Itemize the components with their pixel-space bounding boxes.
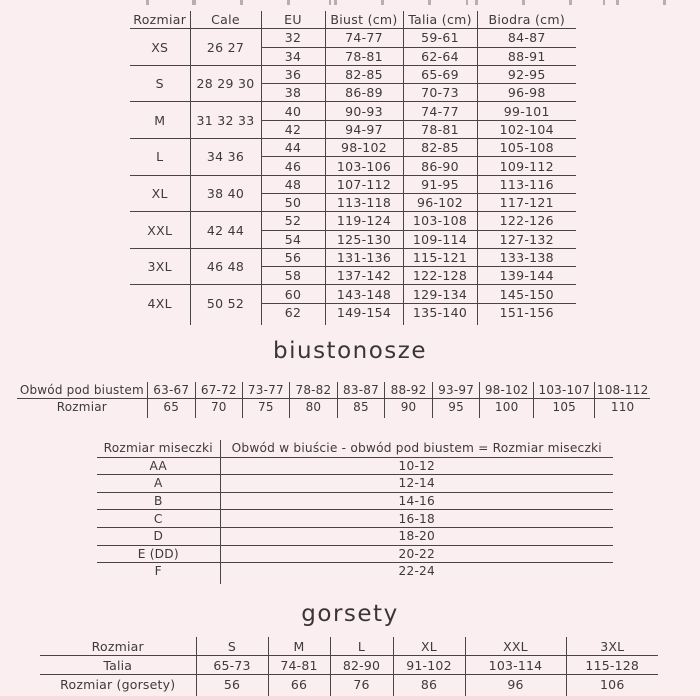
- corset-waist-row: [40, 656, 658, 675]
- divider-tail-row: [130, 321, 576, 325]
- biust-cell: 74-77: [325, 29, 403, 47]
- cup-letter-cell: B: [97, 492, 220, 510]
- biust-cell: 137-142: [325, 267, 403, 285]
- size-table-header-row: [130, 11, 576, 29]
- eu-cell: 56: [261, 248, 325, 266]
- eu-cell: 40: [261, 102, 325, 120]
- divider-tail: [337, 415, 384, 418]
- corset-size-number-label-cell: Rozmiar (gorsety): [40, 675, 196, 694]
- cale-cell: 42 44: [190, 212, 261, 249]
- rozmiar-cell: S: [130, 65, 190, 102]
- corsets-table: [40, 637, 658, 696]
- divider-tail: [97, 580, 220, 584]
- eu-cell: 46: [261, 157, 325, 175]
- corset-waist-cell: 115-128: [566, 656, 658, 675]
- rozmiar-cell: XXL: [130, 212, 190, 249]
- biodra-cell: 127-132: [477, 230, 576, 248]
- talia-cell: 70-73: [403, 84, 477, 102]
- eu-cell: 62: [261, 303, 325, 321]
- biust-cell: 125-130: [325, 230, 403, 248]
- biodra-cell: 92-95: [477, 65, 576, 83]
- cup-row: [97, 527, 613, 545]
- talia-cell: 74-77: [403, 102, 477, 120]
- cup-row: [97, 492, 613, 510]
- underbust-range-cell: 108-112: [595, 382, 650, 398]
- divider-tail-row: [17, 415, 650, 418]
- header-talia: Talia (cm): [403, 11, 477, 29]
- header-biodra: Biodra (cm): [477, 11, 576, 29]
- cup-diff-cell: 20-22: [220, 545, 613, 563]
- bra-size-cell: 65: [147, 398, 195, 414]
- corset-waist-label-cell: Talia: [40, 656, 196, 675]
- underbust-range-cell: 83-87: [337, 382, 384, 398]
- divider-tail: [147, 415, 195, 418]
- corset-waist-cell: 82-90: [330, 656, 393, 675]
- cup-col2-header: Obwód w biuście - obwód pod biustem = Rozmiar miseczki: [220, 440, 613, 457]
- cup-header-row: [97, 440, 613, 457]
- corset-size-header-cell: XL: [393, 637, 465, 656]
- cale-cell: 34 36: [190, 139, 261, 176]
- cup-col1-header: Rozmiar miseczki: [97, 440, 220, 457]
- bra-size-label-cell: Rozmiar: [17, 398, 147, 414]
- eu-cell: 44: [261, 139, 325, 157]
- table-row: [130, 248, 576, 266]
- cup-letter-cell: F: [97, 563, 220, 580]
- corset-size-number-row: [40, 675, 658, 694]
- underbust-row: [17, 382, 650, 398]
- cup-row: [97, 545, 613, 563]
- cup-letter-cell: E (DD): [97, 545, 220, 563]
- corset-size-header-cell: S: [196, 637, 268, 656]
- talia-cell: 129-134: [403, 285, 477, 303]
- eu-cell: 58: [261, 267, 325, 285]
- biust-cell: 94-97: [325, 120, 403, 138]
- biodra-cell: 99-101: [477, 102, 576, 120]
- divider-tail: [242, 415, 289, 418]
- talia-cell: 109-114: [403, 230, 477, 248]
- talia-cell: 59-61: [403, 29, 477, 47]
- cale-cell: 28 29 30: [190, 65, 261, 102]
- size-table: [130, 11, 576, 325]
- cup-row: [97, 510, 613, 528]
- cale-cell: 26 27: [190, 29, 261, 66]
- talia-cell: 96-102: [403, 193, 477, 211]
- header-biust: Biust (cm): [325, 11, 403, 29]
- corset-size-number-cell: 96: [465, 675, 566, 694]
- cup-diff-cell: 10-12: [220, 457, 613, 475]
- rozmiar-cell: 3XL: [130, 248, 190, 285]
- table-row: [130, 29, 576, 47]
- rozmiar-cell: 4XL: [130, 285, 190, 321]
- corset-waist-cell: 103-114: [465, 656, 566, 675]
- cup-size-table: [97, 440, 613, 584]
- bra-size-cell: 70: [195, 398, 242, 414]
- divider-tail-row: [97, 580, 613, 584]
- divider-tail: [220, 580, 613, 584]
- biust-cell: 131-136: [325, 248, 403, 266]
- divider-tail: [480, 415, 534, 418]
- cropped-row-remnant: [128, 0, 690, 5]
- corset-size-number-cell: 66: [268, 675, 330, 694]
- cup-row: [97, 475, 613, 493]
- cup-diff-cell: 22-24: [398, 564, 435, 579]
- eu-cell: 48: [261, 175, 325, 193]
- cup-row: [97, 457, 613, 475]
- cup-row: [97, 563, 613, 580]
- divider-tail: [595, 415, 650, 418]
- corset-size-label-cell: Rozmiar: [40, 637, 196, 656]
- biust-cell: 98-102: [325, 139, 403, 157]
- table-row: [130, 139, 576, 157]
- underbust-range-cell: 103-107: [534, 382, 595, 398]
- bra-size-cell: 75: [242, 398, 289, 414]
- divider-tail: [17, 415, 147, 418]
- corset-waist-cell: 91-102: [393, 656, 465, 675]
- talia-cell: 115-121: [403, 248, 477, 266]
- underbust-range-cell: 63-67: [147, 382, 195, 398]
- talia-cell: 91-95: [403, 175, 477, 193]
- cup-letter-cell: AA: [97, 457, 220, 475]
- cale-cell: 46 48: [190, 248, 261, 285]
- biodra-cell: 113-116: [477, 175, 576, 193]
- bra-size-cell: 100: [480, 398, 534, 414]
- underbust-range-cell: 93-97: [433, 382, 480, 398]
- divider-tail: [261, 321, 325, 325]
- corset-size-header-cell: 3XL: [566, 637, 658, 656]
- biust-cell: 82-85: [325, 65, 403, 83]
- table-row: [130, 102, 576, 120]
- cup-diff-cell: 16-18: [220, 510, 613, 528]
- table-row: [130, 285, 576, 303]
- bra-size-cell: 80: [289, 398, 337, 414]
- divider-tail: [195, 415, 242, 418]
- divider-tail: [289, 415, 337, 418]
- talia-cell: 122-128: [403, 267, 477, 285]
- eu-cell: 52: [261, 212, 325, 230]
- bras-section-heading: biustonosze: [273, 338, 427, 364]
- talia-cell: 78-81: [403, 120, 477, 138]
- talia-cell: 82-85: [403, 139, 477, 157]
- biodra-cell: 122-126: [477, 212, 576, 230]
- bra-size-cell: 105: [534, 398, 595, 414]
- corsets-section-heading: gorsety: [301, 601, 399, 627]
- table-row: [130, 175, 576, 193]
- eu-cell: 50: [261, 193, 325, 211]
- cup-letter-cell: C: [97, 510, 220, 528]
- divider-tail: [325, 321, 403, 325]
- cale-cell: 38 40: [190, 175, 261, 212]
- biodra-cell: 133-138: [477, 248, 576, 266]
- corset-waist-cell: 74-81: [268, 656, 330, 675]
- divider-tail: [403, 321, 477, 325]
- bra-size-cell: 85: [337, 398, 384, 414]
- biodra-cell: 105-108: [477, 139, 576, 157]
- corset-size-number-cell: 56: [196, 675, 268, 694]
- biodra-cell: 151-156: [499, 304, 554, 320]
- table-row: [130, 212, 576, 230]
- biust-cell: 90-93: [325, 102, 403, 120]
- divider-tail: [190, 321, 261, 325]
- underbust-range-cell: 67-72: [195, 382, 242, 398]
- bra-size-row: [17, 398, 650, 414]
- header-cale: Cale: [190, 11, 261, 29]
- divider-tail: [385, 415, 433, 418]
- biodra-cell: 96-98: [477, 84, 576, 102]
- divider-tail: [534, 415, 595, 418]
- bra-size-cell: 90: [385, 398, 433, 414]
- corset-size-header-cell: M: [268, 637, 330, 656]
- eu-cell: 42: [261, 120, 325, 138]
- biust-cell: 86-89: [325, 84, 403, 102]
- corset-size-number-cell: 106: [600, 676, 625, 692]
- biust-cell: 113-118: [325, 193, 403, 211]
- biodra-cell: 139-144: [477, 267, 576, 285]
- cale-cell: 50 52: [190, 285, 261, 321]
- corset-size-header-cell: XXL: [465, 637, 566, 656]
- divider-tail: [433, 415, 480, 418]
- cup-diff-cell: 14-16: [220, 492, 613, 510]
- underbust-range-cell: 78-82: [289, 382, 337, 398]
- eu-cell: 38: [261, 84, 325, 102]
- biodra-cell: 102-104: [477, 120, 576, 138]
- bra-size-cell: 95: [433, 398, 480, 414]
- cale-cell: 31 32 33: [190, 102, 261, 139]
- underbust-range-cell: 88-92: [385, 382, 433, 398]
- bottom-edge-strip: [0, 696, 700, 700]
- cup-diff-cell: 18-20: [220, 527, 613, 545]
- divider-tail: [477, 321, 576, 325]
- bra-band-table: [17, 382, 650, 418]
- biodra-cell: 84-87: [477, 29, 576, 47]
- underbust-range-cell: 73-77: [242, 382, 289, 398]
- rozmiar-cell: M: [130, 102, 190, 139]
- bra-size-cell: 110: [610, 399, 635, 414]
- corset-waist-cell: 65-73: [196, 656, 268, 675]
- table-row: [130, 65, 576, 83]
- cup-letter-cell: D: [97, 527, 220, 545]
- rozmiar-cell: XS: [130, 29, 190, 66]
- corset-size-row: [40, 637, 658, 656]
- corset-size-header-cell: L: [330, 637, 393, 656]
- biodra-cell: 109-112: [477, 157, 576, 175]
- biodra-cell: 145-150: [477, 285, 576, 303]
- biust-cell: 107-112: [325, 175, 403, 193]
- biust-cell: 78-81: [325, 47, 403, 65]
- header-rozmiar: Rozmiar: [130, 11, 190, 29]
- cup-diff-cell: 12-14: [220, 475, 613, 493]
- biust-cell: 119-124: [325, 212, 403, 230]
- biust-cell: 103-106: [325, 157, 403, 175]
- biust-cell: 149-154: [325, 303, 403, 321]
- cup-letter-cell: A: [97, 475, 220, 493]
- eu-cell: 34: [261, 47, 325, 65]
- underbust-label-cell: Obwód pod biustem: [17, 382, 147, 398]
- corset-size-number-cell: 86: [393, 675, 465, 694]
- rozmiar-cell: L: [130, 139, 190, 176]
- underbust-range-cell: 98-102: [480, 382, 534, 398]
- talia-cell: 62-64: [403, 47, 477, 65]
- eu-cell: 54: [261, 230, 325, 248]
- eu-cell: 60: [261, 285, 325, 303]
- corset-size-number-cell: 76: [330, 675, 393, 694]
- talia-cell: 65-69: [403, 65, 477, 83]
- eu-cell: 36: [261, 65, 325, 83]
- header-eu: EU: [261, 11, 325, 29]
- divider-tail: [130, 321, 190, 325]
- talia-cell: 103-108: [403, 212, 477, 230]
- biodra-cell: 117-121: [477, 193, 576, 211]
- rozmiar-cell: XL: [130, 175, 190, 212]
- talia-cell: 135-140: [403, 303, 477, 321]
- biust-cell: 143-148: [325, 285, 403, 303]
- biodra-cell: 88-91: [477, 47, 576, 65]
- talia-cell: 86-90: [403, 157, 477, 175]
- eu-cell: 32: [261, 29, 325, 47]
